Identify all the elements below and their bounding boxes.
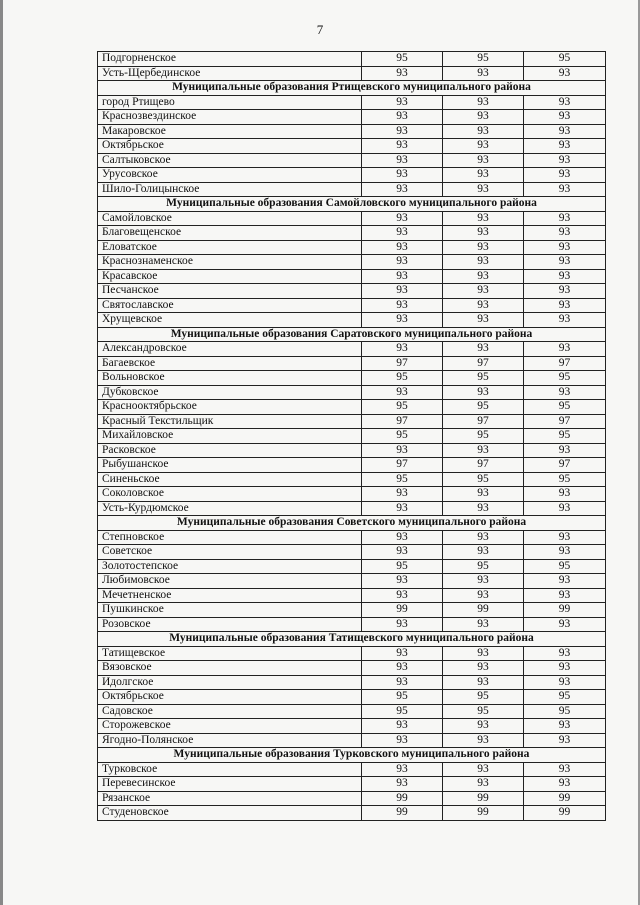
table-row <box>98 110 606 125</box>
value-cell: 93 <box>362 443 443 458</box>
municipality-name: Вязовское <box>98 661 362 676</box>
municipality-name: Шило-Голицынское <box>98 182 362 197</box>
municipality-name: Золотостепское <box>98 559 362 574</box>
municipality-name: Татищевское <box>98 646 362 661</box>
value-cell: 95 <box>362 371 443 386</box>
value-cell: 93 <box>362 342 443 357</box>
municipality-name: Макаровское <box>98 124 362 139</box>
table-row <box>98 777 606 792</box>
value-cell: 95 <box>443 429 524 444</box>
value-cell: 99 <box>443 791 524 806</box>
municipal-table-body <box>98 52 606 821</box>
value-cell: 93 <box>524 545 606 560</box>
municipality-name: Пушкинское <box>98 603 362 618</box>
table-row <box>98 182 606 197</box>
value-cell: 95 <box>443 400 524 415</box>
municipality-name: Салтыковское <box>98 153 362 168</box>
section-heading: Муниципальные образования Саратовского муниципального района <box>98 327 606 342</box>
value-cell: 93 <box>524 762 606 777</box>
value-cell: 93 <box>443 675 524 690</box>
municipality-name: Урусовское <box>98 168 362 183</box>
table-row <box>98 226 606 241</box>
municipality-name: Михайловское <box>98 429 362 444</box>
value-cell: 93 <box>362 182 443 197</box>
value-cell: 93 <box>524 139 606 154</box>
municipality-name: Синеньское <box>98 472 362 487</box>
value-cell: 93 <box>362 168 443 183</box>
value-cell: 93 <box>362 617 443 632</box>
municipality-name: город Ртищево <box>98 95 362 110</box>
value-cell: 93 <box>443 646 524 661</box>
value-cell: 93 <box>362 588 443 603</box>
value-cell: 93 <box>443 617 524 632</box>
section-heading-row <box>98 632 606 647</box>
scan-edge-left <box>0 0 3 905</box>
value-cell: 95 <box>524 704 606 719</box>
value-cell: 99 <box>524 791 606 806</box>
value-cell: 93 <box>524 588 606 603</box>
value-cell: 93 <box>443 139 524 154</box>
value-cell: 93 <box>443 530 524 545</box>
table-row <box>98 733 606 748</box>
value-cell: 93 <box>443 661 524 676</box>
value-cell: 93 <box>443 211 524 226</box>
table-row <box>98 414 606 429</box>
value-cell: 95 <box>524 472 606 487</box>
municipality-name: Розовское <box>98 617 362 632</box>
value-cell: 93 <box>362 646 443 661</box>
value-cell: 93 <box>362 675 443 690</box>
value-cell: 99 <box>362 806 443 821</box>
value-cell: 93 <box>443 240 524 255</box>
table-row <box>98 646 606 661</box>
table-row <box>98 139 606 154</box>
municipality-name: Турковское <box>98 762 362 777</box>
value-cell: 93 <box>362 385 443 400</box>
value-cell: 93 <box>443 501 524 516</box>
municipality-name: Красавское <box>98 269 362 284</box>
municipality-name: Рязанское <box>98 791 362 806</box>
municipality-name: Благовещенское <box>98 226 362 241</box>
value-cell: 97 <box>362 458 443 473</box>
value-cell: 97 <box>524 414 606 429</box>
value-cell: 93 <box>524 574 606 589</box>
section-heading-row <box>98 81 606 96</box>
value-cell: 99 <box>443 603 524 618</box>
value-cell: 93 <box>362 211 443 226</box>
municipality-name: Рыбушанское <box>98 458 362 473</box>
table-row <box>98 574 606 589</box>
value-cell: 93 <box>524 530 606 545</box>
value-cell: 93 <box>362 762 443 777</box>
section-heading-row <box>98 197 606 212</box>
value-cell: 93 <box>443 545 524 560</box>
value-cell: 93 <box>443 168 524 183</box>
value-cell: 93 <box>524 168 606 183</box>
table-row <box>98 211 606 226</box>
value-cell: 93 <box>524 313 606 328</box>
municipality-name: Соколовское <box>98 487 362 502</box>
value-cell: 93 <box>362 124 443 139</box>
value-cell: 93 <box>443 110 524 125</box>
value-cell: 93 <box>362 153 443 168</box>
value-cell: 93 <box>362 501 443 516</box>
value-cell: 93 <box>524 255 606 270</box>
value-cell: 93 <box>524 95 606 110</box>
value-cell: 97 <box>524 356 606 371</box>
value-cell: 95 <box>524 429 606 444</box>
value-cell: 93 <box>524 269 606 284</box>
value-cell: 93 <box>362 66 443 81</box>
table-row <box>98 385 606 400</box>
table-row <box>98 704 606 719</box>
municipality-name: Советское <box>98 545 362 560</box>
table-row <box>98 371 606 386</box>
table-row <box>98 429 606 444</box>
municipality-name: Сторожевское <box>98 719 362 734</box>
table-row <box>98 458 606 473</box>
value-cell: 95 <box>362 472 443 487</box>
table-row <box>98 255 606 270</box>
value-cell: 93 <box>362 284 443 299</box>
value-cell: 93 <box>362 298 443 313</box>
value-cell: 93 <box>524 298 606 313</box>
value-cell: 97 <box>524 458 606 473</box>
table-row <box>98 342 606 357</box>
table-row <box>98 762 606 777</box>
value-cell: 99 <box>362 791 443 806</box>
value-cell: 93 <box>443 226 524 241</box>
section-heading-row <box>98 516 606 531</box>
municipality-name: Октябрьское <box>98 690 362 705</box>
value-cell: 93 <box>362 255 443 270</box>
table-row <box>98 153 606 168</box>
table-row <box>98 400 606 415</box>
value-cell: 93 <box>524 617 606 632</box>
value-cell: 93 <box>362 719 443 734</box>
value-cell: 93 <box>524 211 606 226</box>
table-row <box>98 472 606 487</box>
municipality-name: Александровское <box>98 342 362 357</box>
municipality-name: Вольновское <box>98 371 362 386</box>
value-cell: 93 <box>524 66 606 81</box>
municipality-name: Степновское <box>98 530 362 545</box>
municipality-name: Садовское <box>98 704 362 719</box>
value-cell: 93 <box>443 66 524 81</box>
value-cell: 95 <box>443 559 524 574</box>
value-cell: 93 <box>362 139 443 154</box>
municipality-name: Краснооктябрьское <box>98 400 362 415</box>
value-cell: 93 <box>524 777 606 792</box>
section-heading: Муниципальные образования Татищевского муниципального района <box>98 632 606 647</box>
table-row <box>98 124 606 139</box>
municipality-name: Перевесинское <box>98 777 362 792</box>
table-row <box>98 356 606 371</box>
value-cell: 93 <box>524 124 606 139</box>
table-row <box>98 559 606 574</box>
value-cell: 93 <box>362 313 443 328</box>
value-cell: 93 <box>443 124 524 139</box>
value-cell: 93 <box>524 284 606 299</box>
value-cell: 93 <box>443 95 524 110</box>
value-cell: 93 <box>443 443 524 458</box>
municipality-name: Расковское <box>98 443 362 458</box>
table-row <box>98 52 606 67</box>
municipality-name: Усть-Курдюмское <box>98 501 362 516</box>
value-cell: 95 <box>362 690 443 705</box>
value-cell: 93 <box>443 342 524 357</box>
municipality-name: Октябрьское <box>98 139 362 154</box>
municipality-name: Краснознаменское <box>98 255 362 270</box>
value-cell: 93 <box>443 298 524 313</box>
value-cell: 93 <box>524 182 606 197</box>
value-cell: 93 <box>443 733 524 748</box>
value-cell: 93 <box>443 153 524 168</box>
value-cell: 95 <box>362 400 443 415</box>
municipality-name: Хрущевское <box>98 313 362 328</box>
table-row <box>98 284 606 299</box>
value-cell: 93 <box>524 719 606 734</box>
municipality-name: Студеновское <box>98 806 362 821</box>
table-row <box>98 313 606 328</box>
table-row <box>98 588 606 603</box>
value-cell: 93 <box>524 646 606 661</box>
value-cell: 93 <box>443 313 524 328</box>
table-row <box>98 603 606 618</box>
table-row <box>98 95 606 110</box>
value-cell: 93 <box>443 385 524 400</box>
value-cell: 93 <box>524 487 606 502</box>
value-cell: 95 <box>362 559 443 574</box>
value-cell: 93 <box>524 443 606 458</box>
value-cell: 95 <box>443 52 524 67</box>
value-cell: 95 <box>443 690 524 705</box>
municipality-name: Краснозвездинское <box>98 110 362 125</box>
table-row <box>98 298 606 313</box>
value-cell: 93 <box>362 269 443 284</box>
municipality-name: Красный Текстильщик <box>98 414 362 429</box>
value-cell: 93 <box>443 574 524 589</box>
municipality-name: Подгорненское <box>98 52 362 67</box>
municipality-name: Еловатское <box>98 240 362 255</box>
value-cell: 93 <box>362 661 443 676</box>
value-cell: 93 <box>443 719 524 734</box>
value-cell: 99 <box>443 806 524 821</box>
section-heading: Муниципальные образования Турковского муниципального района <box>98 748 606 763</box>
table-row <box>98 545 606 560</box>
municipality-name: Любимовское <box>98 574 362 589</box>
value-cell: 93 <box>362 95 443 110</box>
value-cell: 95 <box>524 400 606 415</box>
value-cell: 93 <box>524 110 606 125</box>
table-row <box>98 690 606 705</box>
value-cell: 95 <box>524 559 606 574</box>
value-cell: 93 <box>524 240 606 255</box>
value-cell: 97 <box>443 356 524 371</box>
municipality-name: Ягодно-Полянское <box>98 733 362 748</box>
municipality-name: Песчанское <box>98 284 362 299</box>
value-cell: 95 <box>443 472 524 487</box>
value-cell: 93 <box>443 255 524 270</box>
value-cell: 97 <box>362 356 443 371</box>
value-cell: 95 <box>524 52 606 67</box>
table-row <box>98 487 606 502</box>
value-cell: 93 <box>362 777 443 792</box>
value-cell: 93 <box>524 153 606 168</box>
value-cell: 93 <box>362 574 443 589</box>
value-cell: 95 <box>443 371 524 386</box>
value-cell: 95 <box>362 704 443 719</box>
value-cell: 93 <box>362 240 443 255</box>
section-heading: Муниципальные образования Ртищевского муниципального района <box>98 81 606 96</box>
value-cell: 95 <box>362 52 443 67</box>
municipality-name: Самойловское <box>98 211 362 226</box>
table-row <box>98 719 606 734</box>
value-cell: 93 <box>524 675 606 690</box>
value-cell: 99 <box>524 603 606 618</box>
value-cell: 93 <box>362 733 443 748</box>
value-cell: 97 <box>362 414 443 429</box>
value-cell: 99 <box>362 603 443 618</box>
municipal-table <box>97 51 606 821</box>
table-row <box>98 675 606 690</box>
value-cell: 93 <box>443 777 524 792</box>
municipality-name: Дубковское <box>98 385 362 400</box>
value-cell: 93 <box>524 733 606 748</box>
value-cell: 93 <box>362 545 443 560</box>
municipality-name: Мечетненское <box>98 588 362 603</box>
value-cell: 95 <box>524 690 606 705</box>
table-row <box>98 530 606 545</box>
table-row <box>98 501 606 516</box>
municipality-name: Идолгское <box>98 675 362 690</box>
tariff-table-container <box>97 51 605 821</box>
table-row <box>98 168 606 183</box>
section-heading-row <box>98 748 606 763</box>
value-cell: 93 <box>443 269 524 284</box>
value-cell: 97 <box>443 414 524 429</box>
value-cell: 93 <box>362 530 443 545</box>
table-row <box>98 617 606 632</box>
value-cell: 93 <box>443 588 524 603</box>
value-cell: 99 <box>524 806 606 821</box>
table-row <box>98 806 606 821</box>
value-cell: 93 <box>362 487 443 502</box>
municipality-name: Святославское <box>98 298 362 313</box>
value-cell: 93 <box>443 284 524 299</box>
section-heading: Муниципальные образования Самойловского муниципального района <box>98 197 606 212</box>
section-heading: Муниципальные образования Советского муниципального района <box>98 516 606 531</box>
value-cell: 93 <box>443 487 524 502</box>
value-cell: 93 <box>524 226 606 241</box>
value-cell: 93 <box>524 661 606 676</box>
value-cell: 93 <box>524 342 606 357</box>
table-row <box>98 240 606 255</box>
value-cell: 93 <box>524 501 606 516</box>
table-row <box>98 661 606 676</box>
value-cell: 95 <box>524 371 606 386</box>
table-row <box>98 791 606 806</box>
value-cell: 93 <box>524 385 606 400</box>
page-number: 7 <box>316 22 324 37</box>
table-row <box>98 269 606 284</box>
table-row <box>98 443 606 458</box>
value-cell: 93 <box>362 226 443 241</box>
municipality-name: Багаевское <box>98 356 362 371</box>
section-heading-row <box>98 327 606 342</box>
value-cell: 95 <box>362 429 443 444</box>
value-cell: 97 <box>443 458 524 473</box>
value-cell: 93 <box>443 762 524 777</box>
value-cell: 93 <box>443 182 524 197</box>
value-cell: 93 <box>362 110 443 125</box>
table-row <box>98 66 606 81</box>
value-cell: 95 <box>443 704 524 719</box>
municipality-name: Усть-Щербединское <box>98 66 362 81</box>
